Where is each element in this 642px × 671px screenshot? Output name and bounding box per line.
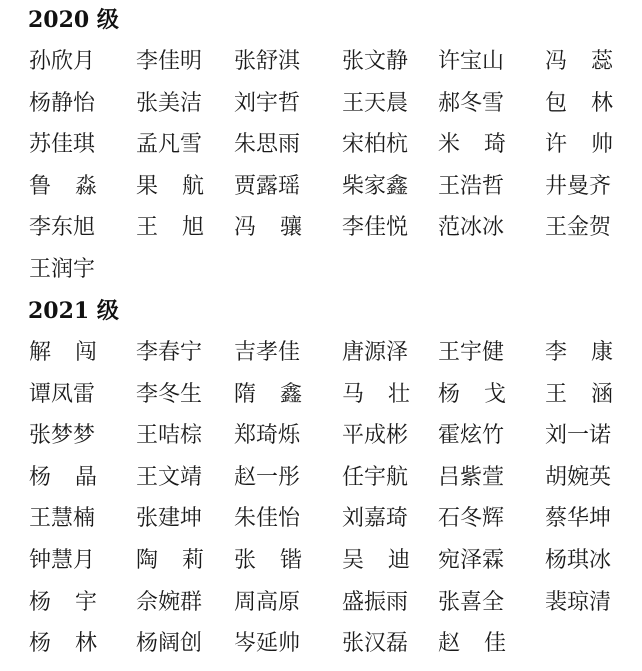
student-name: 杨琪冰 — [545, 547, 612, 573]
student-name: 解闯 — [29, 340, 122, 365]
student-name: 杨戈 — [438, 381, 531, 407]
student-name: 李春宁 — [136, 340, 203, 365]
student-name: 李冬生 — [136, 381, 203, 407]
student-name: 王润宇 — [29, 256, 96, 282]
name-row — [0, 83, 642, 125]
student-name: 包林 — [545, 90, 638, 116]
student-name: 赵佳 — [438, 631, 531, 657]
student-name: 朱佳怡 — [234, 506, 301, 532]
student-name: 冯骧 — [234, 215, 327, 241]
student-name: 许帅 — [545, 132, 638, 158]
student-name: 王慧楠 — [29, 506, 96, 532]
student-name: 杨阔创 — [136, 631, 203, 657]
student-name: 杨林 — [29, 631, 122, 657]
name-row — [0, 207, 642, 249]
student-name: 任宇航 — [342, 464, 409, 490]
student-name: 佘婉群 — [136, 589, 203, 615]
student-name: 张梦梦 — [29, 423, 96, 449]
name-row — [0, 41, 642, 83]
student-name: 冯蕊 — [545, 49, 638, 74]
student-name: 陶莉 — [136, 547, 229, 573]
student-name: 蔡华坤 — [545, 506, 612, 532]
student-name: 李东旭 — [29, 215, 96, 241]
student-name: 杨宇 — [29, 589, 122, 615]
student-name: 李佳悦 — [342, 215, 409, 241]
student-name: 王宇健 — [438, 340, 505, 365]
name-row — [0, 623, 642, 665]
name-row — [0, 498, 642, 540]
student-name: 范冰冰 — [438, 215, 505, 241]
name-row — [0, 124, 642, 166]
student-name: 王金贺 — [545, 215, 612, 241]
student-name: 孟凡雪 — [136, 132, 203, 158]
student-name: 张美洁 — [136, 90, 203, 116]
name-grid — [0, 332, 642, 665]
student-name: 裴琼清 — [545, 589, 612, 615]
student-name: 张锴 — [234, 547, 327, 573]
student-name: 王咭棕 — [136, 423, 203, 449]
student-name: 王天晨 — [342, 90, 409, 116]
student-name: 王旭 — [136, 215, 229, 241]
student-name: 张舒淇 — [234, 49, 301, 74]
student-name: 贾露瑶 — [234, 173, 301, 199]
student-name: 井曼齐 — [545, 173, 612, 199]
student-name: 宋柏杭 — [342, 132, 409, 158]
name-row — [0, 332, 642, 374]
student-name: 王文靖 — [136, 464, 203, 490]
student-name: 石冬辉 — [438, 506, 505, 532]
student-name: 郑琦烁 — [234, 423, 301, 449]
student-name: 鲁淼 — [29, 173, 122, 199]
name-row — [0, 249, 642, 291]
student-name: 吕紫萱 — [438, 464, 505, 490]
student-name: 刘嘉琦 — [342, 506, 409, 532]
student-name: 吴迪 — [342, 547, 435, 573]
student-name: 李佳明 — [136, 49, 203, 74]
student-name: 果航 — [136, 173, 229, 199]
student-name: 张汉磊 — [342, 631, 409, 657]
student-name: 张文静 — [342, 49, 409, 74]
name-row — [0, 457, 642, 499]
student-name: 柴家鑫 — [342, 173, 409, 199]
section-heading: 2021 级 — [28, 298, 119, 324]
name-row — [0, 374, 642, 416]
student-name: 许宝山 — [438, 49, 505, 74]
section-2021 — [0, 291, 642, 665]
student-name: 王涵 — [545, 381, 638, 407]
section-2020 — [0, 0, 642, 291]
name-row — [0, 415, 642, 457]
student-name: 唐源泽 — [342, 340, 409, 365]
student-name: 苏佳琪 — [29, 132, 96, 158]
student-name: 张喜全 — [438, 589, 505, 615]
student-name: 刘宇哲 — [234, 90, 301, 116]
student-name: 朱思雨 — [234, 132, 301, 158]
student-name: 钟慧月 — [29, 547, 96, 573]
student-name: 杨晶 — [29, 464, 122, 490]
student-name: 隋鑫 — [234, 381, 327, 407]
student-name: 周高原 — [234, 589, 301, 615]
student-name: 谭凤雷 — [29, 381, 96, 407]
student-name: 米琦 — [438, 132, 531, 158]
student-name: 杨静怡 — [29, 90, 96, 116]
student-name: 王浩哲 — [438, 173, 505, 199]
student-name: 平成彬 — [342, 423, 409, 449]
student-name: 霍炫竹 — [438, 423, 505, 449]
name-row — [0, 166, 642, 208]
name-row — [0, 540, 642, 582]
student-name: 刘一诺 — [545, 423, 612, 449]
student-name: 马壮 — [342, 381, 435, 407]
student-name: 岑延帅 — [234, 631, 301, 657]
student-name: 胡婉英 — [545, 464, 612, 490]
name-grid — [0, 41, 642, 291]
student-name: 李康 — [545, 340, 638, 365]
student-name: 孙欣月 — [29, 49, 96, 74]
student-name: 吉孝佳 — [234, 340, 301, 365]
student-name: 宛泽霖 — [438, 547, 505, 573]
student-name: 郝冬雪 — [438, 90, 505, 116]
student-name: 赵一彤 — [234, 464, 301, 490]
name-row — [0, 582, 642, 624]
section-heading: 2020 级 — [28, 7, 119, 33]
student-name: 盛振雨 — [342, 589, 409, 615]
student-name: 张建坤 — [136, 506, 203, 532]
